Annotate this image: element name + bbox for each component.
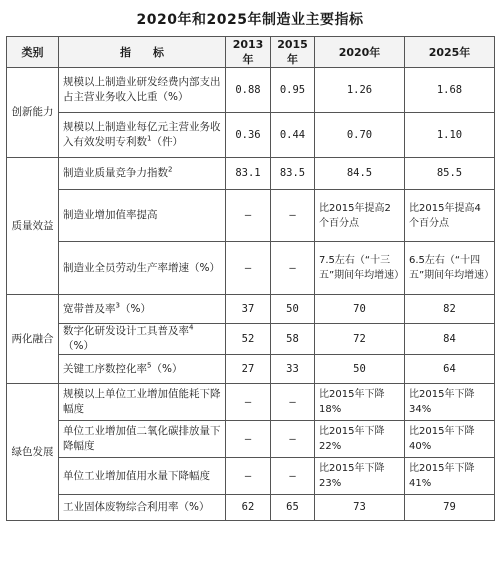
indicator-unit: （%） [151,362,183,375]
value-2020: 7.5左右（“十三五”期间年均增速） [315,242,405,295]
value-2015: — [271,384,315,421]
indicator-cell [59,68,226,113]
indicator-cell [59,421,226,458]
indicator-cell [59,190,226,242]
value-2020: 50 [315,355,405,384]
table-row [7,68,495,113]
value-2013: 0.36 [226,113,271,158]
table-row [7,324,495,355]
footnote-mark: 4 [189,323,194,332]
indicator-text: 制造业增加值率提高 [63,209,158,221]
value-2015: — [271,242,315,295]
value-2025: 82 [405,295,495,324]
header-2020: 2020年 [315,37,405,68]
table-row [7,495,495,521]
value-2015: 50 [271,295,315,324]
value-2020: 比2015年下降23% [315,458,405,495]
value-2013: — [226,242,271,295]
table-row [7,421,495,458]
value-2015: — [271,190,315,242]
value-2020: 72 [315,324,405,355]
indicator-cell [59,113,226,158]
value-2025: 85.5 [405,158,495,190]
value-2025: 比2015年下降34% [405,384,495,421]
table-title: 2020年和2025年制造业主要指标 [136,12,364,28]
indicator-text: 数字化研发设计工具普及率 [63,325,189,337]
footnote-mark: 3 [115,301,120,309]
indicator-cell [59,242,226,295]
table-row [7,113,495,158]
indicator-text: 规模以上制造业每亿元主营业务收入有效发明专利数 [63,121,221,148]
header-row [7,37,495,68]
indicator-cell [59,495,226,521]
footnote-mark: 1 [147,134,152,143]
value-2025: 84 [405,324,495,355]
footnote-mark: 2 [168,165,173,174]
value-2015: 0.95 [271,68,315,113]
value-2025: 1.10 [405,113,495,158]
header-2013: 2013年 [226,37,271,68]
value-2013: 83.1 [226,158,271,190]
value-2020: 84.5 [315,158,405,190]
table-row [7,458,495,495]
value-2015: 0.44 [271,113,315,158]
indicator-cell [59,295,226,324]
value-2015: 83.5 [271,158,315,190]
table-row [7,355,495,384]
table-row [7,295,495,324]
header-indicator: 指 标 [59,37,226,68]
indicator-cell [59,384,226,421]
category-cell: 两化融合 [7,295,59,384]
indicator-text: 单位工业增加值二氧化碳排放量下降幅度 [63,425,221,452]
indicator-cell [59,458,226,495]
value-2015: 58 [271,324,315,355]
value-2015: — [271,458,315,495]
value-2020: 73 [315,495,405,521]
value-2025: 1.68 [405,68,495,113]
value-2015: 65 [271,495,315,521]
indicator-text: 宽带普及率 [63,302,116,315]
table-row [7,158,495,190]
indicator-text: 规模以上单位工业增加值能耗下降幅度 [63,388,221,415]
table-row [7,190,495,242]
value-2025: 比2015年下降41% [405,458,495,495]
value-2015: 33 [271,355,315,384]
value-2025: 6.5左右（“十四五”期间年均增速） [405,242,495,295]
value-2013: 62 [226,495,271,521]
value-2013: 0.88 [226,68,271,113]
category-cell: 绿色发展 [7,384,59,521]
value-2020: 比2015年下降22% [315,421,405,458]
value-2020: 比2015年下降18% [315,384,405,421]
indicator-cell [59,355,226,384]
value-2013: 37 [226,295,271,324]
header-2025: 2025年 [405,37,495,68]
indicator-cell [59,158,226,190]
value-2013: — [226,190,271,242]
value-2025: 64 [405,355,495,384]
indicator-text: 制造业质量竞争力指数 [63,167,168,179]
indicator-unit: （%） [119,302,151,315]
value-2020: 70 [315,295,405,324]
indicator-unit: （%） [63,340,94,352]
indicator-text: 制造业全员劳动生产率增速（%） [63,261,220,274]
value-2025: 79 [405,495,495,521]
value-2013: — [226,458,271,495]
value-2020: 1.26 [315,68,405,113]
indicator-text: 规模以上制造业研发经费内部支出占主营业务收入比重（%） [63,76,221,103]
value-2025: 比2015年下降40% [405,421,495,458]
indicator-text: 工业固体废物综合利用率（%） [63,501,210,513]
header-category: 类别 [7,37,59,68]
footnote-mark: 5 [147,361,152,369]
table-row [7,384,495,421]
indicator-text: 关键工序数控化率 [63,362,147,375]
indicator-text: 单位工业增加值用水量下降幅度 [63,469,210,482]
header-2015: 2015年 [271,37,315,68]
value-2020: 比2015年提高2个百分点 [315,190,405,242]
value-2013: — [226,384,271,421]
value-2025: 比2015年提高4个百分点 [405,190,495,242]
indicator-table [6,36,495,521]
value-2020: 0.70 [315,113,405,158]
value-2013: 52 [226,324,271,355]
value-2013: — [226,421,271,458]
category-cell: 创新能力 [7,68,59,158]
indicator-unit: （件） [151,136,183,148]
value-2013: 27 [226,355,271,384]
table-row [7,242,495,295]
value-2015: — [271,421,315,458]
indicator-cell [59,324,226,355]
category-cell: 质量效益 [7,158,59,295]
